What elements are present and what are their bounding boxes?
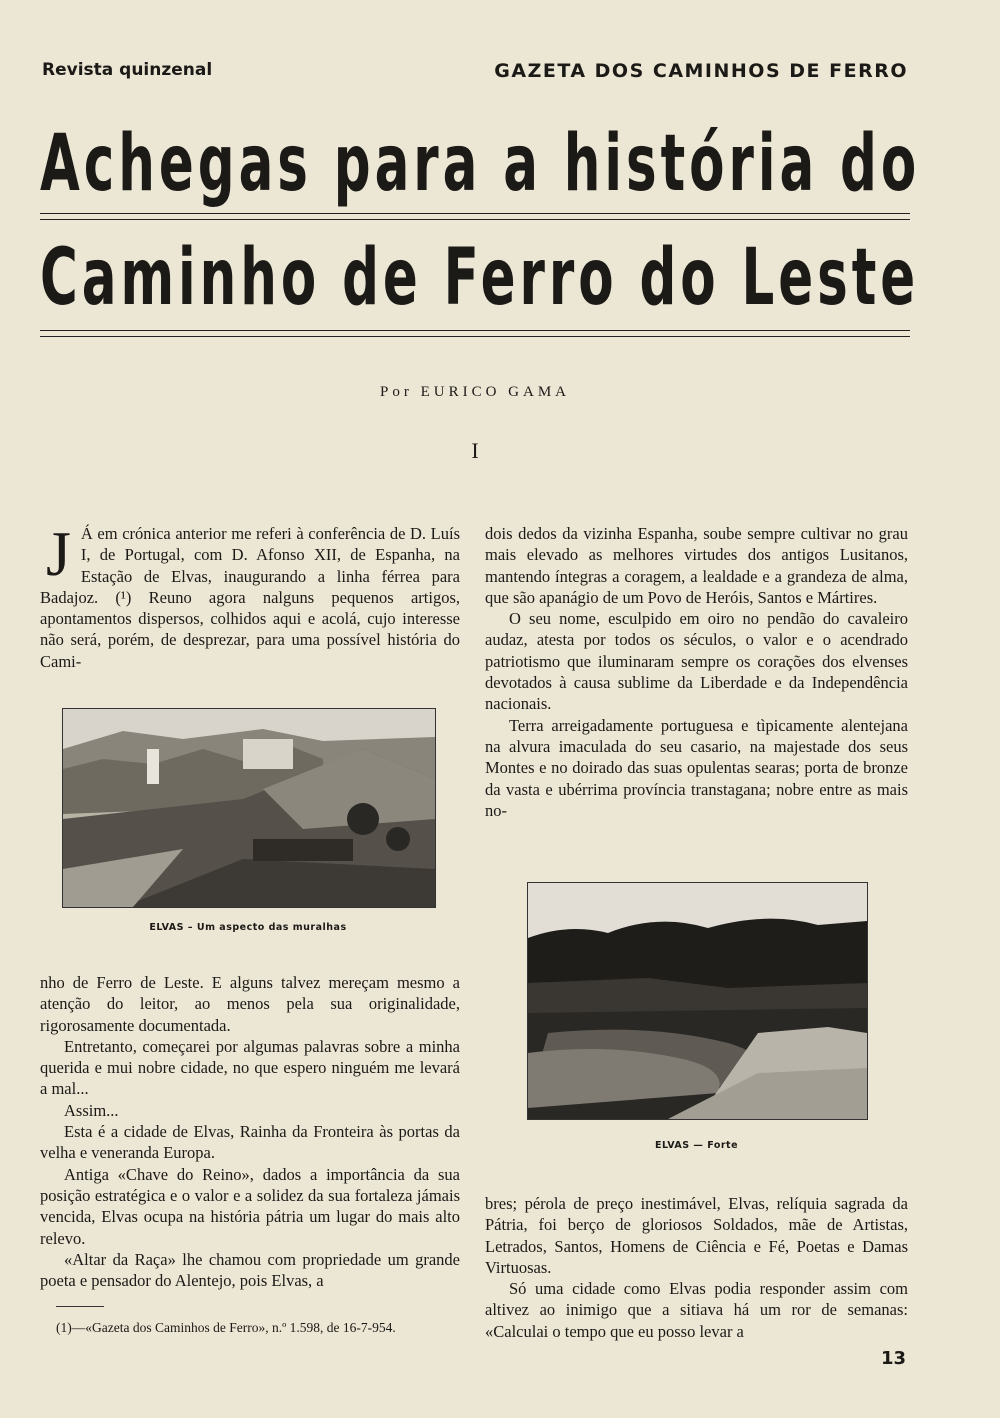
paragraph-text: Á em crónica anterior me referi à conferência de D. Luís I, de Portugal, com D. Afonso XII, de Espanha, na Estação de Elvas, inaugurando a linha férrea para Badajoz. (¹) Reuno agora nalguns pequenos artigos, apontamentos dispersos, colhidos aqui e acolá, cujo interesse não será, porém, de desprezar, para uma possível história do Cami- bbox=[40, 524, 460, 671]
paragraph: dois dedos da vizinha Espanha, soube sempre cultivar no grau mais elevado as melhores virtudes dos antigos Lusitanos, mantendo íntegras a coragem, a lealdade e a grandeza de alma, que são apanágio de um Povo de Heróis, Santos e Mártires. bbox=[485, 524, 908, 607]
title-rule-top-2 bbox=[40, 219, 910, 220]
photo-elvas-fort bbox=[527, 882, 868, 1120]
paragraph: Antiga «Chave do Reino», dados a importância da sua posição estratégica e o valor e a solidez da sua fortaleza jámais vencida, Elvas ocupa na história pátria um lugar do mais alto relevo. bbox=[40, 1164, 460, 1248]
header-left: Revista quinzenal bbox=[42, 60, 213, 80]
page-number: 13 bbox=[880, 1348, 906, 1369]
title-rule-top-1 bbox=[40, 213, 910, 214]
header-right: GAZETA DOS CAMINHOS DE FERRO bbox=[494, 60, 908, 82]
paragraph: Esta é a cidade de Elvas, Rainha da Fronteira às portas da velha e veneranda Europa. bbox=[40, 1122, 460, 1163]
title-rule-bottom-2 bbox=[40, 336, 910, 337]
column-2-top bbox=[485, 523, 908, 821]
paragraph: Terra arreigadamente portuguesa e tìpicamente alentejana na alvura imaculada do seu casario, na majestade dos seus Montes e no doirado das suas opulentas searas; porta de bronze da vasta e ubérrima província transtagana; nobre entre as mais no- bbox=[485, 715, 908, 820]
footnote: (1)—«Gazeta dos Caminhos de Ferro», n.º 1.598, de 16-7-954. bbox=[56, 1320, 396, 1335]
title-line-2: Caminho de Ferro do Leste bbox=[40, 233, 920, 323]
section-number: I bbox=[471, 438, 479, 463]
paragraph: Assim... bbox=[64, 1100, 119, 1120]
walls-illustration bbox=[63, 709, 435, 907]
drop-cap: J bbox=[46, 518, 71, 589]
figure-2-caption: ELVAS — Forte bbox=[654, 1140, 739, 1151]
column-1-bottom bbox=[40, 972, 460, 1291]
paragraph: «Altar da Raça» lhe chamou com propriedade um grande poeta e pensador do Alentejo, pois Elvas, a bbox=[40, 1249, 460, 1291]
paragraph bbox=[40, 518, 460, 672]
paragraph: Entretanto, começarei por algumas palavras sobre a minha querida e mui nobre cidade, no que espero ninguém me levará a mal... bbox=[40, 1036, 460, 1099]
paragraph: nho de Ferro de Leste. E alguns talvez mereçam mesmo a atenção do leitor, ao menos pela sua originalidade, rigorosamente documentada. bbox=[40, 973, 460, 1035]
byline: Por EURICO GAMA bbox=[379, 384, 570, 400]
paragraph: Só uma cidade como Elvas podia responder assim com altivez ao inimigo que a sitiava há um ror de semanas: «Calculai o tempo que eu posso levar a bbox=[485, 1279, 908, 1341]
column-2-bottom bbox=[485, 1193, 908, 1342]
photo-elvas-walls bbox=[62, 708, 436, 908]
footnote-rule bbox=[56, 1306, 104, 1307]
paragraph: O seu nome, esculpido em oiro no pendão do cavaleiro audaz, atesta por todos os séculos, o valor e o acendrado patriotismo que iluminaram sempre os corações dos elvenses devotados à causa sublime da Liberdade e da Independência nacionais. bbox=[485, 609, 908, 714]
fort-illustration bbox=[528, 883, 867, 1119]
title-line-1: Achegas para a história do bbox=[40, 119, 921, 209]
title-rule-bottom-1 bbox=[40, 330, 910, 331]
paragraph: bres; pérola de preço inestimável, Elvas, relíquia sagrada da Pátria, foi berço de gloriosos Soldados, mãe de Artistas, Letrados, Santos, Homens de Ciência e Fé, Poetas e Damas Virtuosas. bbox=[485, 1194, 908, 1277]
column-1-top bbox=[40, 518, 460, 672]
figure-1-caption: ELVAS – Um aspecto das muralhas bbox=[149, 922, 347, 933]
